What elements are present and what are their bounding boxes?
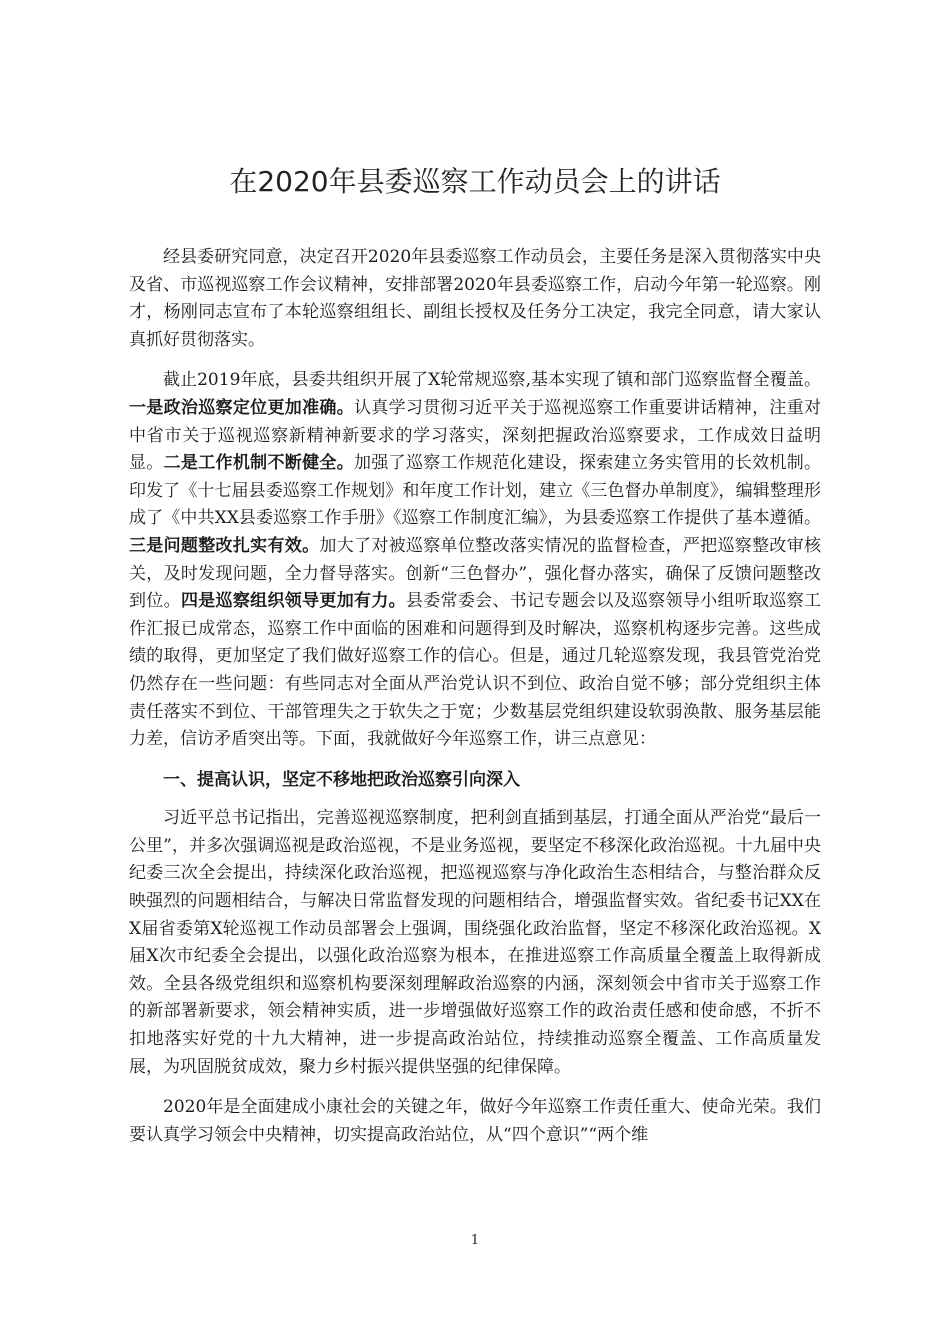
achievement-point-2: 二是工作机制不断健全。: [163, 453, 355, 474]
achievement-point-1: 一是政治巡察定位更加准确。: [129, 397, 354, 418]
paragraph-section-1: 习近平总书记指出，完善巡视巡察制度，把利剑直插到基层，打通全面从严治党“最后一公里”，并多次强调巡视是政治巡视，不是业务巡视，要坚定不移深化政治巡视。十九届中央纪委三次全会提出，持续深化政治巡视，把巡视巡察与净化政治生态相结合，与整治群众反映强烈的问题相结合，与解决日常监督发现的问题相结合，增强监督实效。省纪委书记XX在X届省委第X轮巡视工作动员部署会上强调，围绕强化政治监督，坚定不移深化政治巡视。X届X次市纪委全会提出，以强化政治巡察为根本，在推进巡察工作高质量全覆盖上取得新成效。全县各级党组织和巡察机构要深刻理解政治巡察的内涵，深刻领会中省市关于巡察工作的新部署新要求，领会精神实质，进一步增强做好巡察工作的政治责任感和使命感，不折不扣地落实好党的十九大精神，进一步提高政治站位，持续推动巡察全覆盖、工作高质量发展，为巩固脱贫成效，聚力乡村振兴提供坚强的纪律保障。: [129, 808, 821, 1077]
section-heading-1: 一、提高认识，坚定不移地把政治巡察引向深入: [163, 769, 520, 790]
paragraph-achievements: [129, 367, 821, 753]
document-title: 在2020年县委巡察工作动员会上的讲话: [229, 165, 721, 198]
achievements-sentence-3: 加强了巡察工作规范化建设，探索建立务实管用的长效机制。印发了《十七届县委巡察工作规划》和年度工作计划，建立《三色督办单制度》，编辑整理形成了《中共XX县委巡察工作手册》《巡察工作制度汇编》，为县委巡察工作提供了基本遵循。: [129, 453, 822, 529]
achievement-point-3: 三是问题整改扎实有效。: [129, 535, 320, 556]
achievement-point-4: 四是巡察组织领导更加有力。: [180, 591, 406, 612]
achievements-sentence-5: 县委常委会、书记专题会以及巡察领导小组听取巡察工作汇报已成常态，巡察工作中面临的困难和问题得到及时解决，巡察机构逐步完善。这些成绩的取得，更加坚定了我们做好巡察工作的信心。但是，通过几轮巡察发现，我县管党治党仍然存在一些问题：有些同志对全面从严治党认识不到位、政治自觉不够；部分党组织主体责任落实不到位、干部管理失之于软失之于宽；少数基层党组织建设软弱涣散、服务基层能力差，信访矛盾突出等。下面，我就做好今年巡察工作，讲三点意见：: [129, 591, 822, 750]
achievements-sentence-2: 认真学习贯彻习近平关于巡视巡察工作重要讲话精神，注重对中省市关于巡视巡察新精神新要求的学习落实，深刻把握政治巡察要求，工作成效日益明显。: [129, 397, 821, 474]
document-body: [129, 244, 821, 1162]
page-number: 1: [470, 1233, 480, 1248]
paragraph-2020: 2020年是全面建成小康社会的关键之年，做好今年巡察工作责任重大、使命光荣。我们要认真学习领会中央精神，切实提高政治站位，从“四个意识”“两个维: [129, 1097, 821, 1145]
achievements-sentence-4: 加大了对被巡察单位整改落实情况的监督检查，严把巡察整改审核关，及时发现问题，全力督导落实。创新“三色督办”，强化督办落实，确保了反馈问题整改到位。: [129, 535, 822, 612]
paragraph-intro: 经县委研究同意，决定召开2020年县委巡察工作动员会，主要任务是深入贯彻落实中央及省、市巡视巡察工作会议精神，安排部署2020年县委巡察工作，启动今年第一轮巡察。刚才，杨刚同志宣布了本轮巡察组组长、副组长授权及任务分工决定，我完全同意，请大家认真抓好贯彻落实。: [129, 247, 821, 350]
achievements-sentence-1: 截止2019年底，县委共组织开展了X轮常规巡察,基本实现了镇和部门巡察监督全覆盖。: [163, 370, 821, 391]
